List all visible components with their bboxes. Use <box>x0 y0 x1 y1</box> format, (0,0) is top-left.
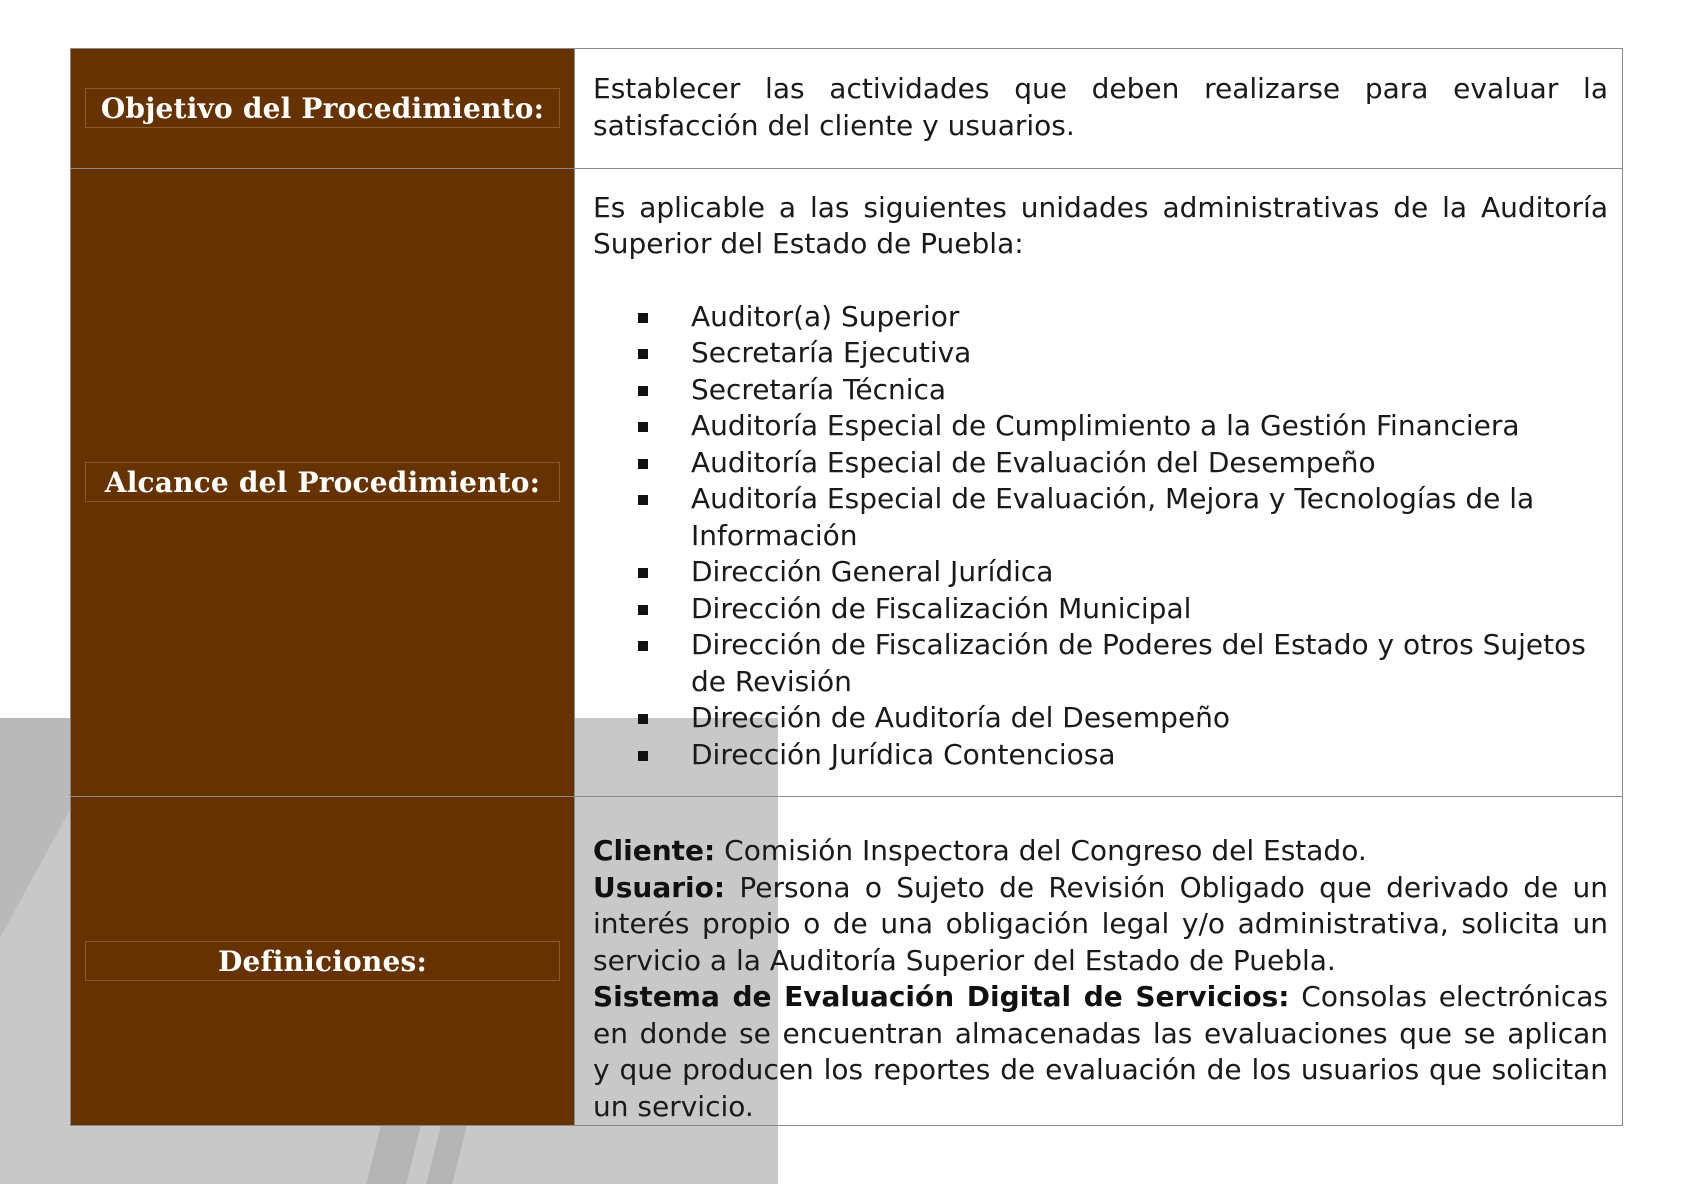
alcance-label-band <box>85 462 560 502</box>
objetivo-row <box>71 49 1622 169</box>
list-item: Auditoría Especial de Cumplimiento a la Gestión Financiera <box>691 408 1608 445</box>
definition-text: Comisión Inspectora del Congreso del Estado. <box>724 834 1367 867</box>
definition-text: Consolas electrónicas en donde se encuentran almacenadas las evaluaciones que se aplican y que producen los reportes de evaluación de los usuarios que solicitan un servicio. <box>593 980 1608 1123</box>
definiciones-label: Definiciones: <box>217 944 427 978</box>
alcance-content <box>575 169 1622 796</box>
list-item: Secretaría Ejecutiva <box>691 335 1608 372</box>
definition-text: Persona o Sujeto de Revisión Obligado que derivado de un interés propio o de una obligación legal y/o administrativa, solicita un servicio a la Auditoría Superior del Estado de Puebla. <box>593 870 1608 977</box>
unit-list <box>593 299 1608 774</box>
objetivo-label-cell <box>71 49 575 168</box>
definition-entry <box>593 870 1608 980</box>
definition-term: Usuario: <box>593 870 726 904</box>
objetivo-label-band <box>85 88 560 128</box>
alcance-intro: Es aplicable a las siguientes unidades administrativas de la Auditoría Superior del Estado de Puebla: <box>593 190 1608 261</box>
list-item: Auditor(a) Superior <box>691 299 1608 336</box>
list-item: Auditoría Especial de Evaluación del Desempeño <box>691 445 1608 482</box>
definition-term: Cliente: <box>593 834 716 867</box>
procedure-table <box>70 48 1623 1126</box>
definiciones-label-cell <box>71 797 575 1125</box>
definition-entry <box>593 979 1608 1125</box>
list-item: Dirección de Fiscalización de Poderes del Estado y otros Sujetos de Revisión <box>691 627 1608 700</box>
objetivo-text: Establecer las actividades que deben realizarse para evaluar la satisfacción del cliente y usuarios. <box>593 72 1608 142</box>
definiciones-content <box>575 797 1622 1125</box>
list-item: Dirección de Auditoría del Desempeño <box>691 700 1608 737</box>
alcance-row <box>71 169 1622 797</box>
objetivo-content <box>575 49 1622 168</box>
alcance-label-cell <box>71 169 575 796</box>
definition-entry <box>593 833 1608 870</box>
list-item: Auditoría Especial de Evaluación, Mejora y Tecnologías de la Información <box>691 481 1608 554</box>
list-item: Dirección de Fiscalización Municipal <box>691 591 1608 628</box>
list-item: Dirección Jurídica Contenciosa <box>691 737 1608 774</box>
list-item: Dirección General Jurídica <box>691 554 1608 591</box>
objetivo-label: Objetivo del Procedimiento: <box>100 91 545 125</box>
alcance-label: Alcance del Procedimiento: <box>104 465 541 499</box>
definiciones-row <box>71 797 1622 1125</box>
list-item: Secretaría Técnica <box>691 372 1608 409</box>
definiciones-label-band <box>85 941 560 981</box>
definition-term: Sistema de Evaluación Digital de Servicios: <box>593 980 1290 1013</box>
